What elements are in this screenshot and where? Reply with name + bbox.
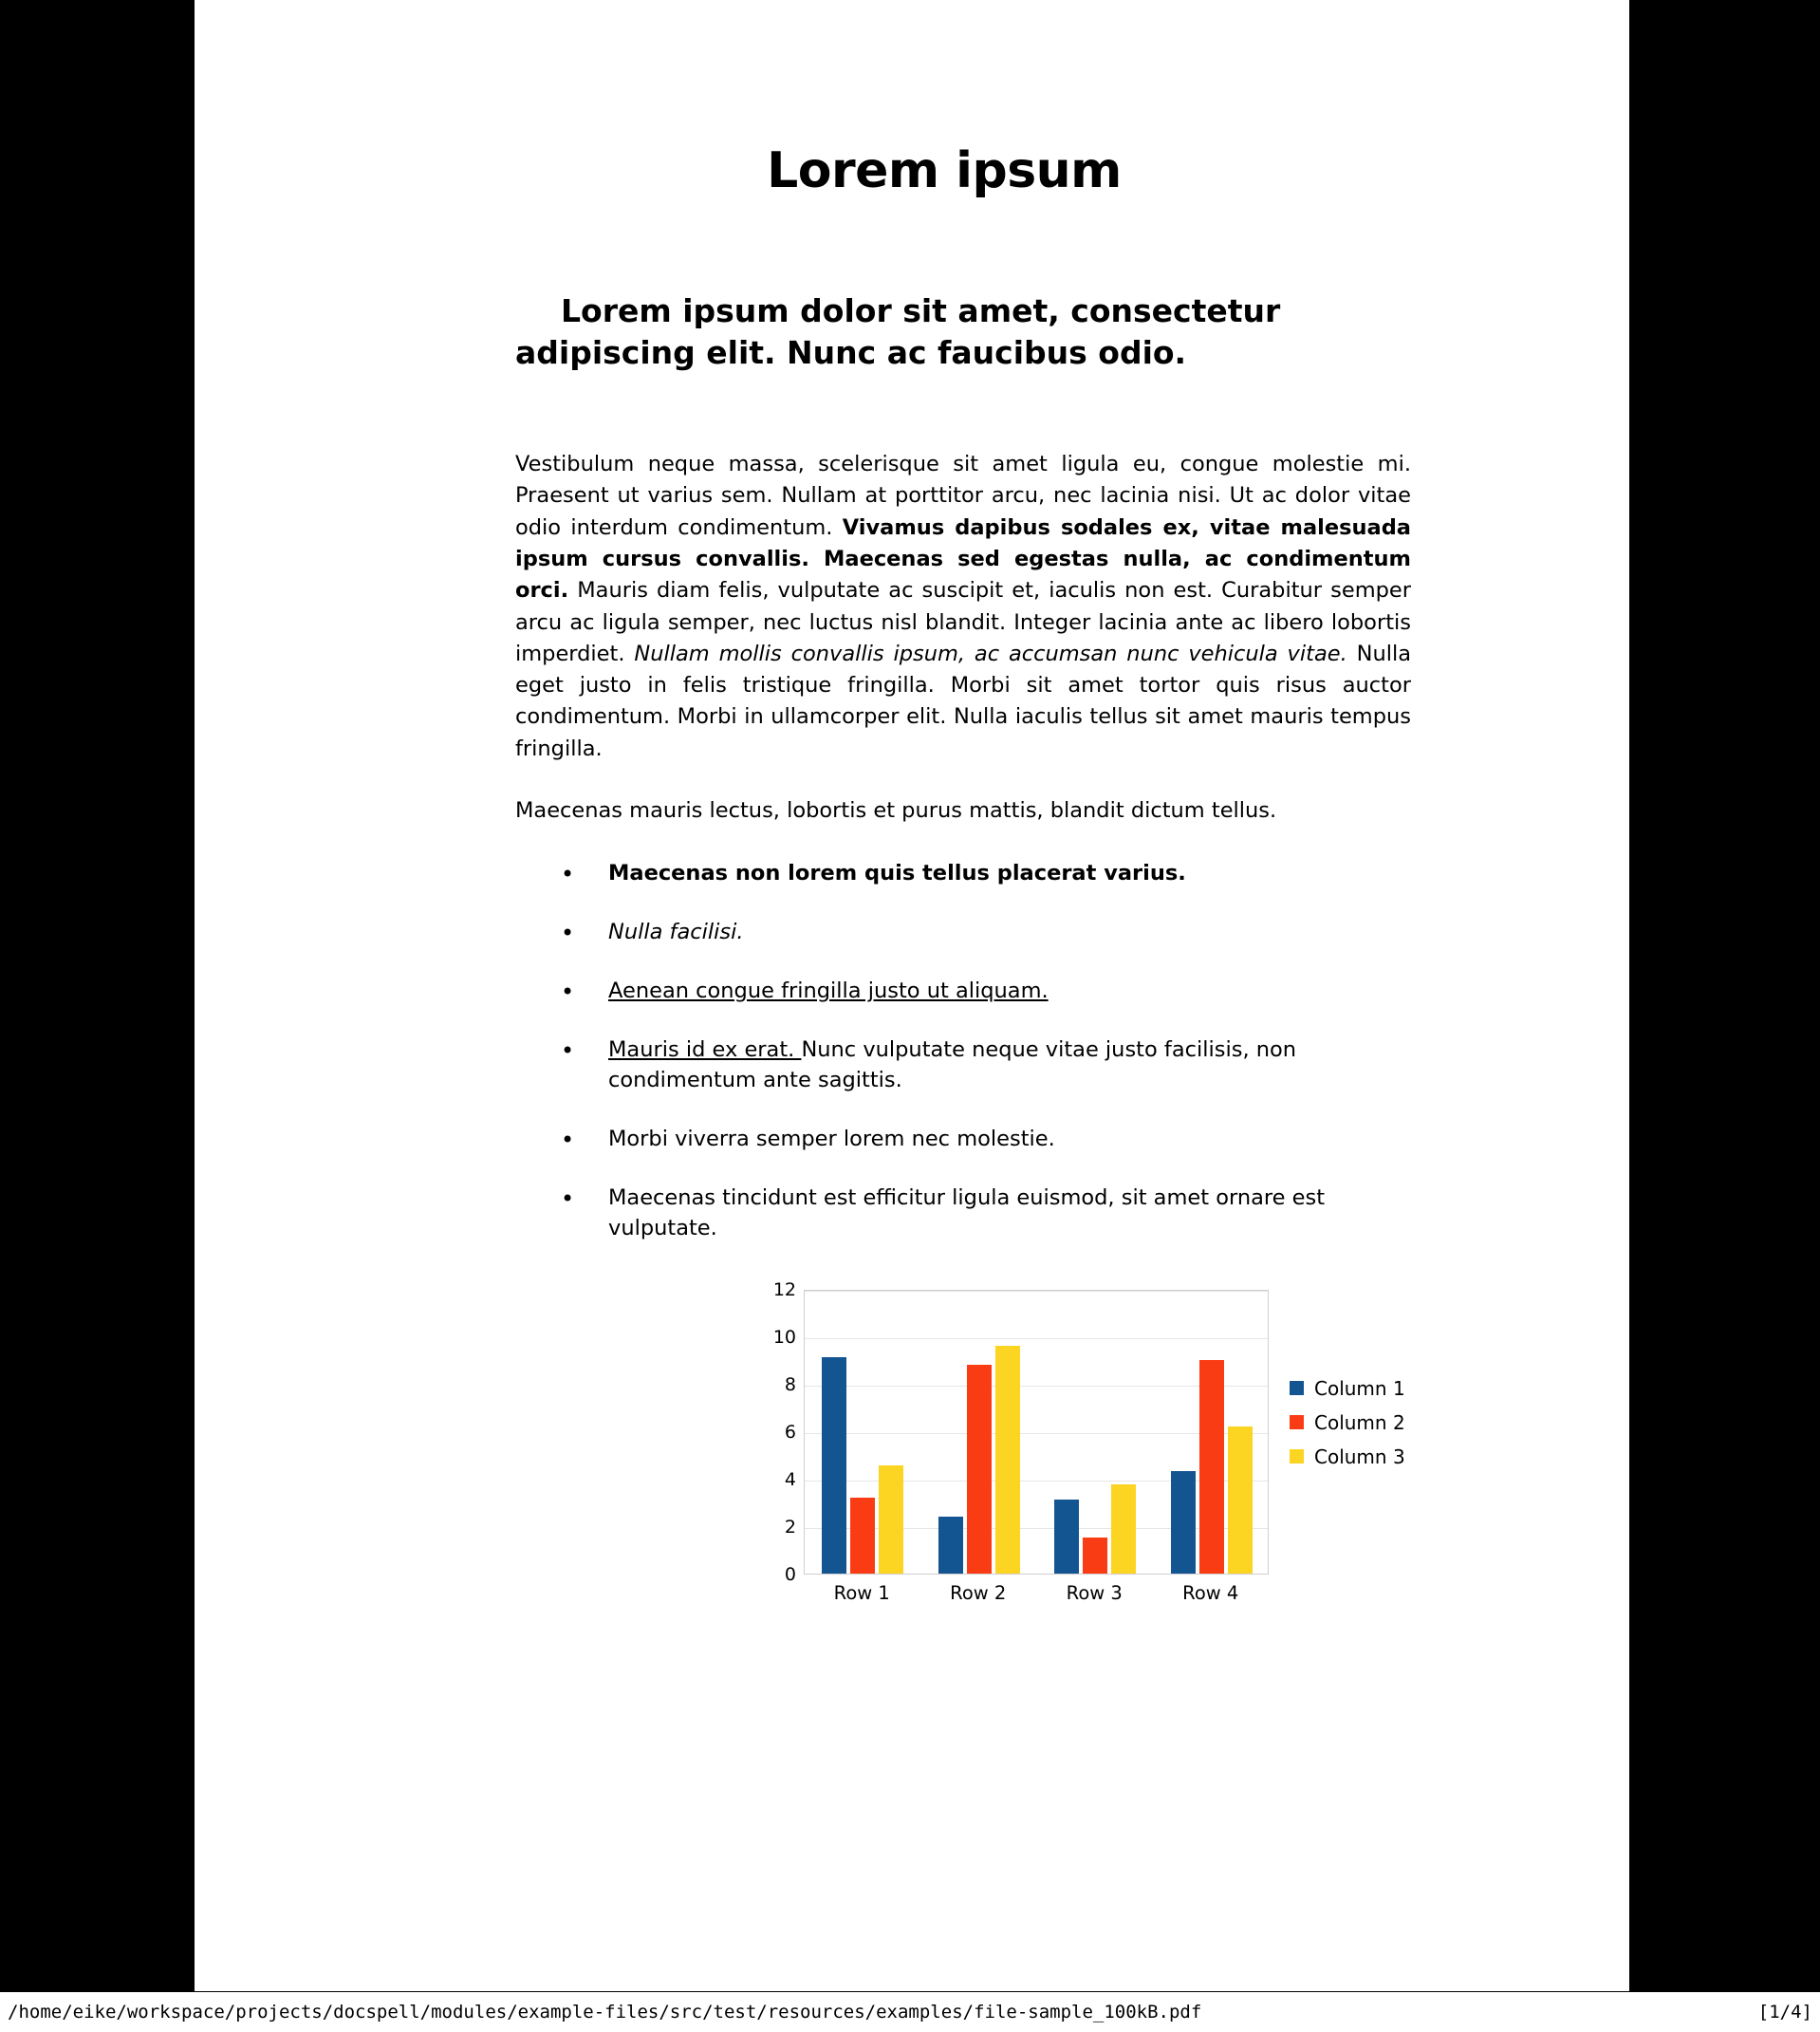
paragraph-1-segment-1: Vestibulum neque massa, scelerisque sit amet ligula eu, congue molestie mi. Praesent ut varius sem. Nullam at porttitor arcu, nec lacinia nisi. Ut ac dolor vitae odio interdum condimentum. <box>515 452 1411 540</box>
file-path-label: /home/eike/workspace/projects/docspell/modules/example-files/src/test/resources/examples/file-sample_100kB.pdf <box>8 2002 1202 2023</box>
list-item <box>515 1125 1411 1155</box>
paragraph-1-bold-segment: Vivamus dapibus sodales ex, vitae malesuada ipsum cursus convallis. Maecenas sed egestas nulla, ac condimentum orci. <box>515 514 1411 604</box>
body-paragraph-2: Maecenas mauris lectus, lobortis et purus mattis, blandit dictum tellus. <box>515 798 1277 824</box>
chart-legend-item <box>1290 1411 1405 1434</box>
chart-legend-label: Column 3 <box>1314 1445 1405 1468</box>
paragraph-1-segment-5: Nulla eget justo in felis tristique fringilla. Morbi sit amet tortor quis risus auctor condimentum. Morbi in ullamcorper elit. Nulla iaculis tellus sit amet mauris tempus fringilla. <box>515 641 1411 761</box>
document-subtitle: Lorem ipsum dolor sit amet, consectetur adipiscing elit. Nunc ac faucibus odio. <box>515 292 1281 371</box>
chart-x-tick-label: Row 1 <box>833 1581 890 1604</box>
list-item <box>515 977 1411 1007</box>
chart-bar <box>1171 1471 1196 1574</box>
chart-y-tick-label: 10 <box>772 1326 796 1348</box>
chart-x-tick-label: Row 4 <box>1182 1581 1239 1604</box>
chart-y-tick-label: 8 <box>784 1373 796 1395</box>
bullet-list <box>515 859 1458 1244</box>
chart-y-tick-label: 12 <box>772 1278 796 1300</box>
chart-y-axis <box>720 1278 796 1585</box>
chart-y-tick-label: 4 <box>784 1468 796 1490</box>
paragraph-1-italic-segment: Nullam mollis convallis ipsum, ac accumsan nunc vehicula vitae. <box>634 641 1347 666</box>
chart-y-tick-label: 6 <box>784 1421 796 1443</box>
chart-legend-swatch <box>1290 1415 1304 1429</box>
chart-bar <box>850 1498 875 1574</box>
page-indicator: [1/4] <box>1757 2002 1812 2023</box>
chart-bar <box>995 1346 1020 1574</box>
chart-x-tick-label: Row 3 <box>1066 1581 1123 1604</box>
chart-bar <box>1199 1360 1224 1574</box>
list-item-underlined-label: Mauris id ex erat. <box>608 1037 802 1063</box>
chart-y-tick-label: 0 <box>784 1563 796 1585</box>
document-page <box>195 0 1629 1991</box>
chart-legend-swatch <box>1290 1449 1304 1463</box>
list-item <box>515 918 1411 948</box>
chart-bar <box>1083 1538 1107 1574</box>
chart-gridline <box>805 1338 1268 1339</box>
list-item-label: Maecenas tincidunt est efficitur ligula euismod, sit amet ornare est vulputate. <box>608 1184 1326 1240</box>
chart-legend-item <box>1290 1445 1405 1468</box>
chart-bar <box>1054 1500 1079 1574</box>
list-item <box>515 1035 1411 1096</box>
chart-bar <box>1111 1484 1136 1574</box>
list-item-label: Aenean congue fringilla justo ut aliquam. <box>608 979 1049 1004</box>
chart-x-tick-label: Row 2 <box>950 1581 1007 1604</box>
chart-gridline <box>805 1291 1268 1292</box>
list-item-label: Nulla facilisi. <box>608 920 744 945</box>
status-bar <box>0 1991 1820 2032</box>
chart-plot-area <box>804 1290 1269 1575</box>
list-item-label: Morbi viverra semper lorem nec molestie. <box>608 1127 1055 1152</box>
chart-x-axis <box>804 1582 1269 1611</box>
list-item-label: Nunc vulputate neque vitae justo facilisis, non condimentum ante sagittis. <box>608 1037 1297 1093</box>
list-item <box>515 1184 1411 1244</box>
chart-bar <box>879 1465 903 1574</box>
body-paragraph-1 <box>515 449 1458 765</box>
bar-chart <box>720 1278 1498 1666</box>
chart-bar <box>938 1517 963 1574</box>
chart-bar <box>822 1357 846 1574</box>
paragraph-1-segment-3: Mauris diam felis, vulputate ac suscipit et, iaculis non est. Curabitur semper arcu ac ligula semper, nec luctus nisl blandit. Integer lacinia ante ac libero lobortis imperdiet. <box>515 578 1411 666</box>
chart-bar <box>1228 1426 1253 1574</box>
chart-y-tick-label: 2 <box>784 1516 796 1538</box>
list-item <box>515 859 1411 889</box>
chart-legend-item <box>1290 1377 1405 1400</box>
list-item-label: Maecenas non lorem quis tellus placerat varius. <box>608 861 1186 886</box>
chart-bar <box>967 1365 992 1574</box>
chart-legend <box>1290 1377 1405 1480</box>
chart-legend-label: Column 2 <box>1314 1410 1405 1434</box>
chart-legend-swatch <box>1290 1381 1304 1395</box>
chart-legend-label: Column 1 <box>1314 1376 1405 1400</box>
page-title: Lorem ipsum <box>767 142 1122 199</box>
